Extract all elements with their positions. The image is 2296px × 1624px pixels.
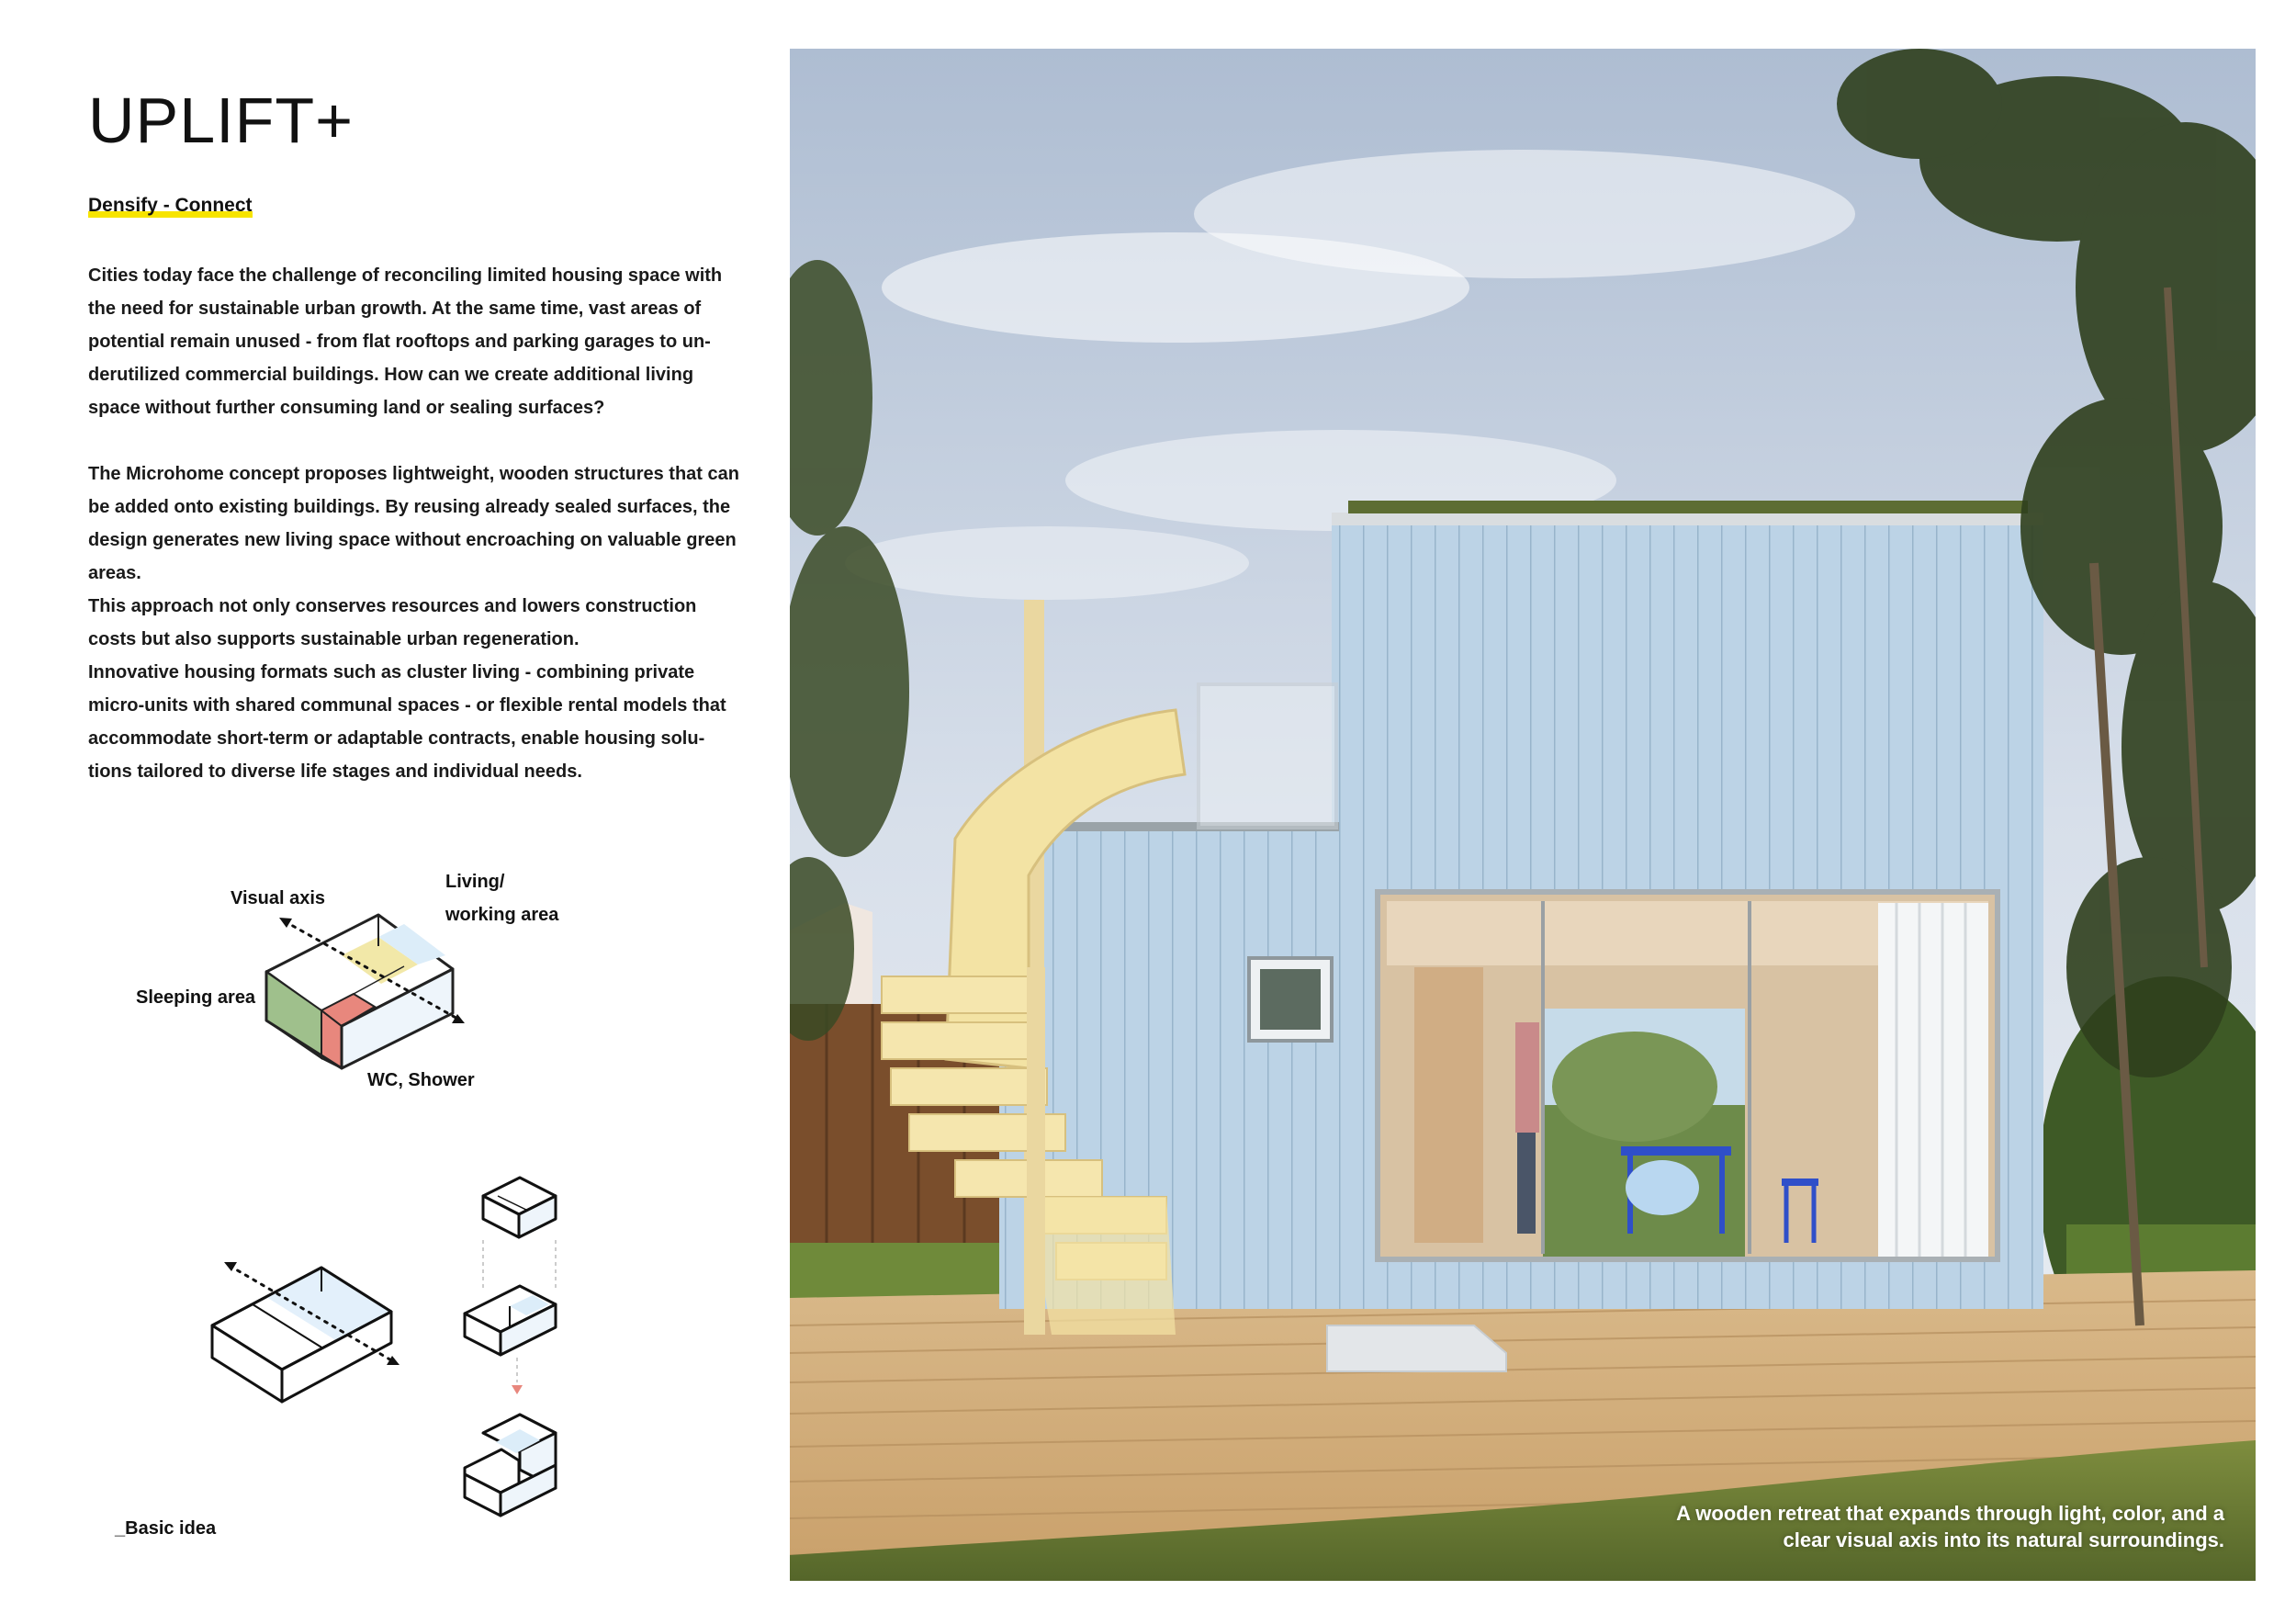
entry-step [1327,1325,1506,1371]
page-title: UPLIFT+ [88,85,355,156]
roof-railing [1199,684,1336,828]
stack-arrow [512,1385,523,1394]
label-living-line2: working area [445,905,559,925]
paragraph-housing-formats: Innovative housing formats such as cluster living - combining private micro-units with shared communal spaces - or flexible rental models that accommodate short-term or adaptable contracts, enable housing solu-tions tailored to diverse life stages and individual needs. [88,662,726,782]
curtain [1878,903,1988,1257]
label-wc-shower: WC, Shower [367,1070,475,1090]
zoning-diagram [0,0,790,1624]
module-unit-bottom [465,1415,556,1516]
rendering-caption: A wooden retreat that expands through light, color, and a clear visual axis into its natural surroundings. [1676,1502,2224,1551]
paragraph-concept: The Microhome concept proposes lightweight, wooden structures that can be added onto existing buildings. By reusing already sealed surfaces, the design generates new living space without encroaching on valuable green areas. [88,464,739,583]
microhome-rendering [790,49,2256,1581]
paragraph-intro: Cities today face the challenge of reconciling limited housing space with the need for sustainable urban growth. At the same time, vast areas of potential remain unused - from flat rooftops and parking garages to un-derutilized commercial buildings. How can we create additional living space without further consuming land or sealing surfaces? [88,265,723,418]
label-basic-idea: _Basic idea [115,1518,217,1539]
label-visual-axis: Visual axis [231,888,326,908]
paragraph-resources: This approach not only conserves resources and lowers construction costs but also supports sustainable urban regeneration. [88,596,697,649]
rendering-image [790,49,2256,1581]
module-unit-top [483,1178,556,1237]
green-roof [1348,501,2028,513]
page-subtitle: Densify - Connect [88,195,253,216]
label-living-line1: Living/ [445,872,505,892]
label-sleeping-area: Sleeping area [136,987,256,1008]
